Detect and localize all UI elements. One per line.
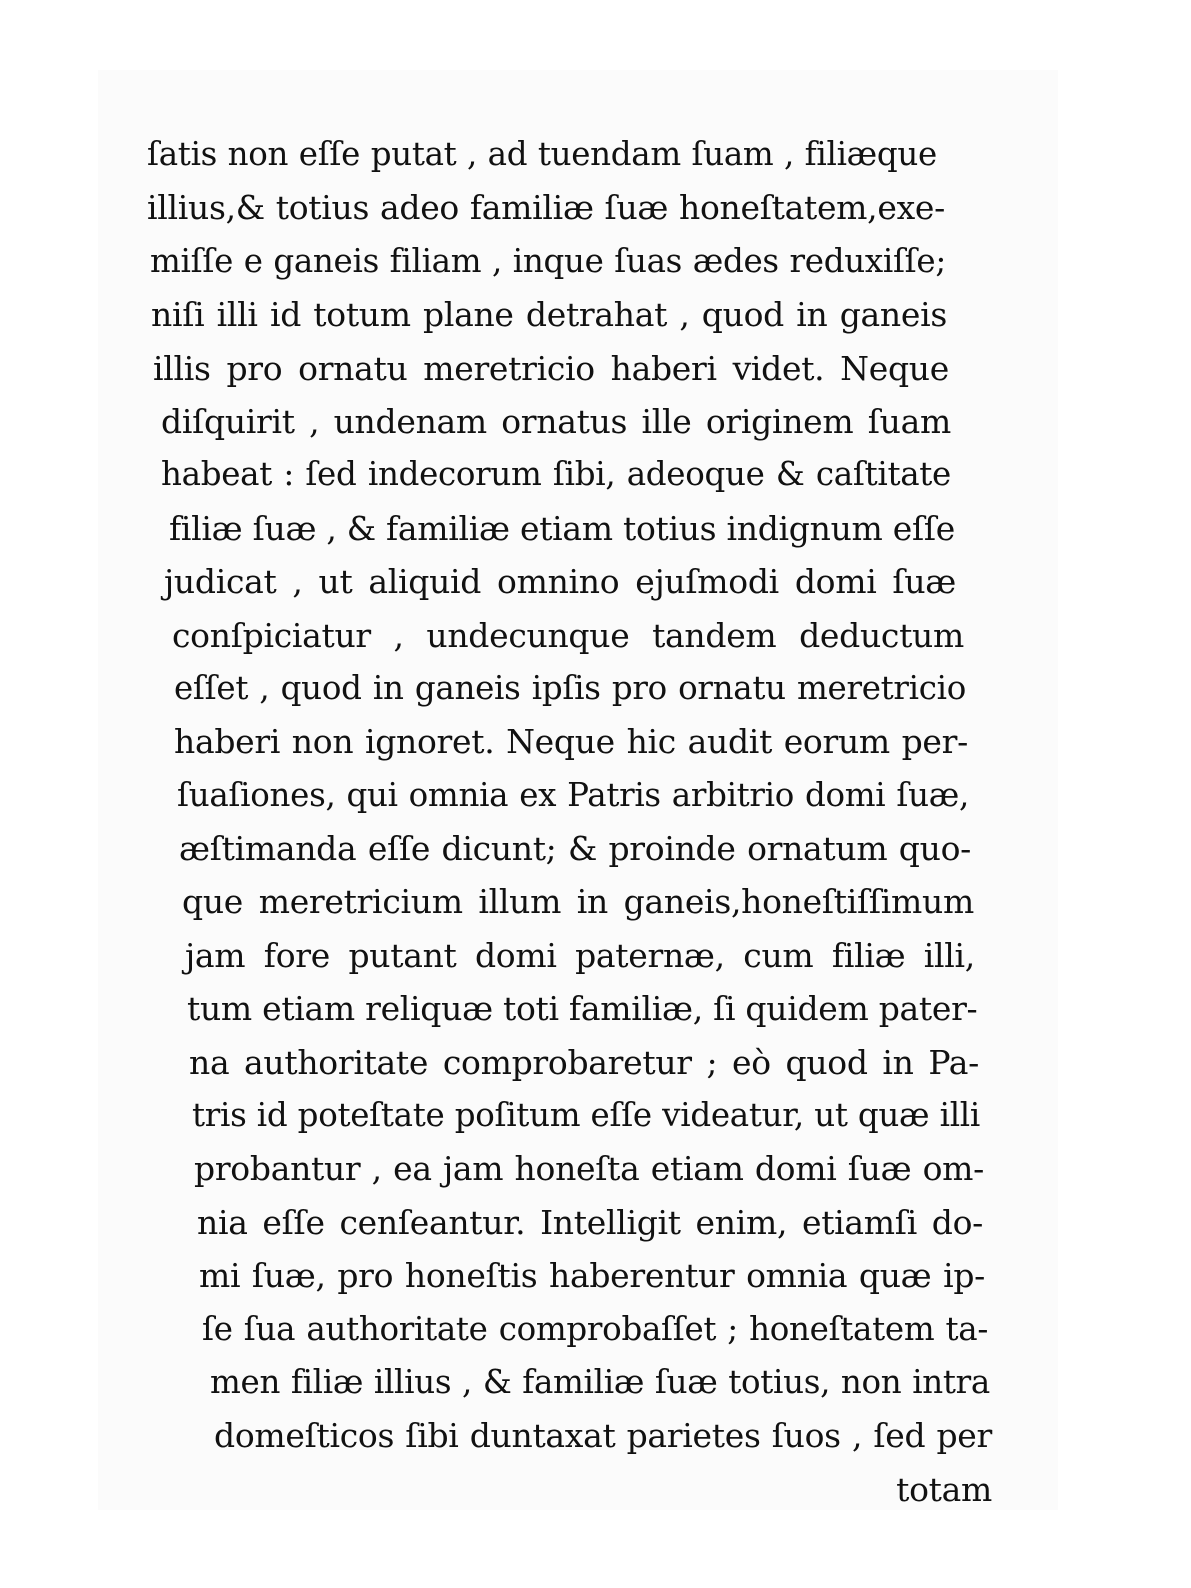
body-text	[147, 128, 997, 1516]
text-line: diſquirit , undenam ornatus ille originem ſuam	[161, 401, 951, 441]
text-line: mi ſuæ, pro honeſtis haberentur omnia quæ ip-	[199, 1256, 985, 1296]
text-line: ſe ſua authoritate comprobaſſet ; honeſtatem ta-	[202, 1309, 988, 1348]
text-line: illis pro ornatu meretricio haberi videt. Neque	[153, 348, 949, 388]
catchword: totam	[896, 1469, 992, 1509]
text-line: haberi non ignoret. Neque hic audit eorum per-	[174, 722, 968, 762]
text-line: jam fore putant domi paternæ, cum filiæ illi,	[185, 935, 975, 975]
text-line: ſuaſiones, qui omnia ex Patris arbitrio domi ſuæ,	[177, 775, 969, 814]
text-line: tris id poteſtate poſitum eſſe videatur, ut quæ illi	[192, 1096, 980, 1135]
text-line: probantur , ea jam honeſta etiam domi ſuæ om-	[194, 1149, 984, 1189]
text-line: miſſe e ganeis filiam , inque ſuas ædes reduxiſſe;	[150, 241, 946, 280]
text-line: men filiæ illius , & familiæ ſuæ totius, non intra	[210, 1362, 990, 1401]
text-line: nia eſſe cenſeantur. Intelligit enim, etiamſi do-	[197, 1202, 983, 1242]
text-line: niſi illi id totum plane detrahat , quod in ganeis	[151, 295, 947, 335]
text-line: habeat : ſed indecorum ſibi, adeoque & caſtitate	[161, 455, 951, 494]
text-line: filiæ ſuæ , & familiæ etiam totius indignum eſſe	[169, 508, 955, 548]
text-line: tum etiam reliquæ toti familiæ, ſi quidem pater-	[187, 989, 978, 1029]
text-line: eſſet , quod in ganeis ipſis pro ornatu meretricio	[174, 668, 966, 707]
text-line: que meretricium illum in ganeis,honeſtiſſimum	[182, 882, 974, 922]
text-line: ſatis non eſſe putat , ad tuendam ſuam , filiæque	[147, 135, 937, 173]
text-line: domeſticos ſibi duntaxat parietes ſuos , ſed per	[214, 1416, 992, 1456]
text-line: judicat , ut aliquid omnino ejuſmodi domi ſuæ	[164, 562, 956, 602]
text-line: na authoritate comprobaretur ; eò quod in Pa-	[189, 1042, 979, 1082]
text-line: conſpiciatur , undecunque tandem deductum	[172, 615, 964, 655]
text-line: illius,& totius adeo familiæ ſuæ honeſtatem,exe-	[147, 188, 945, 228]
text-line: æſtimanda eſſe dicunt; & proinde ornatum quo-	[179, 829, 971, 869]
